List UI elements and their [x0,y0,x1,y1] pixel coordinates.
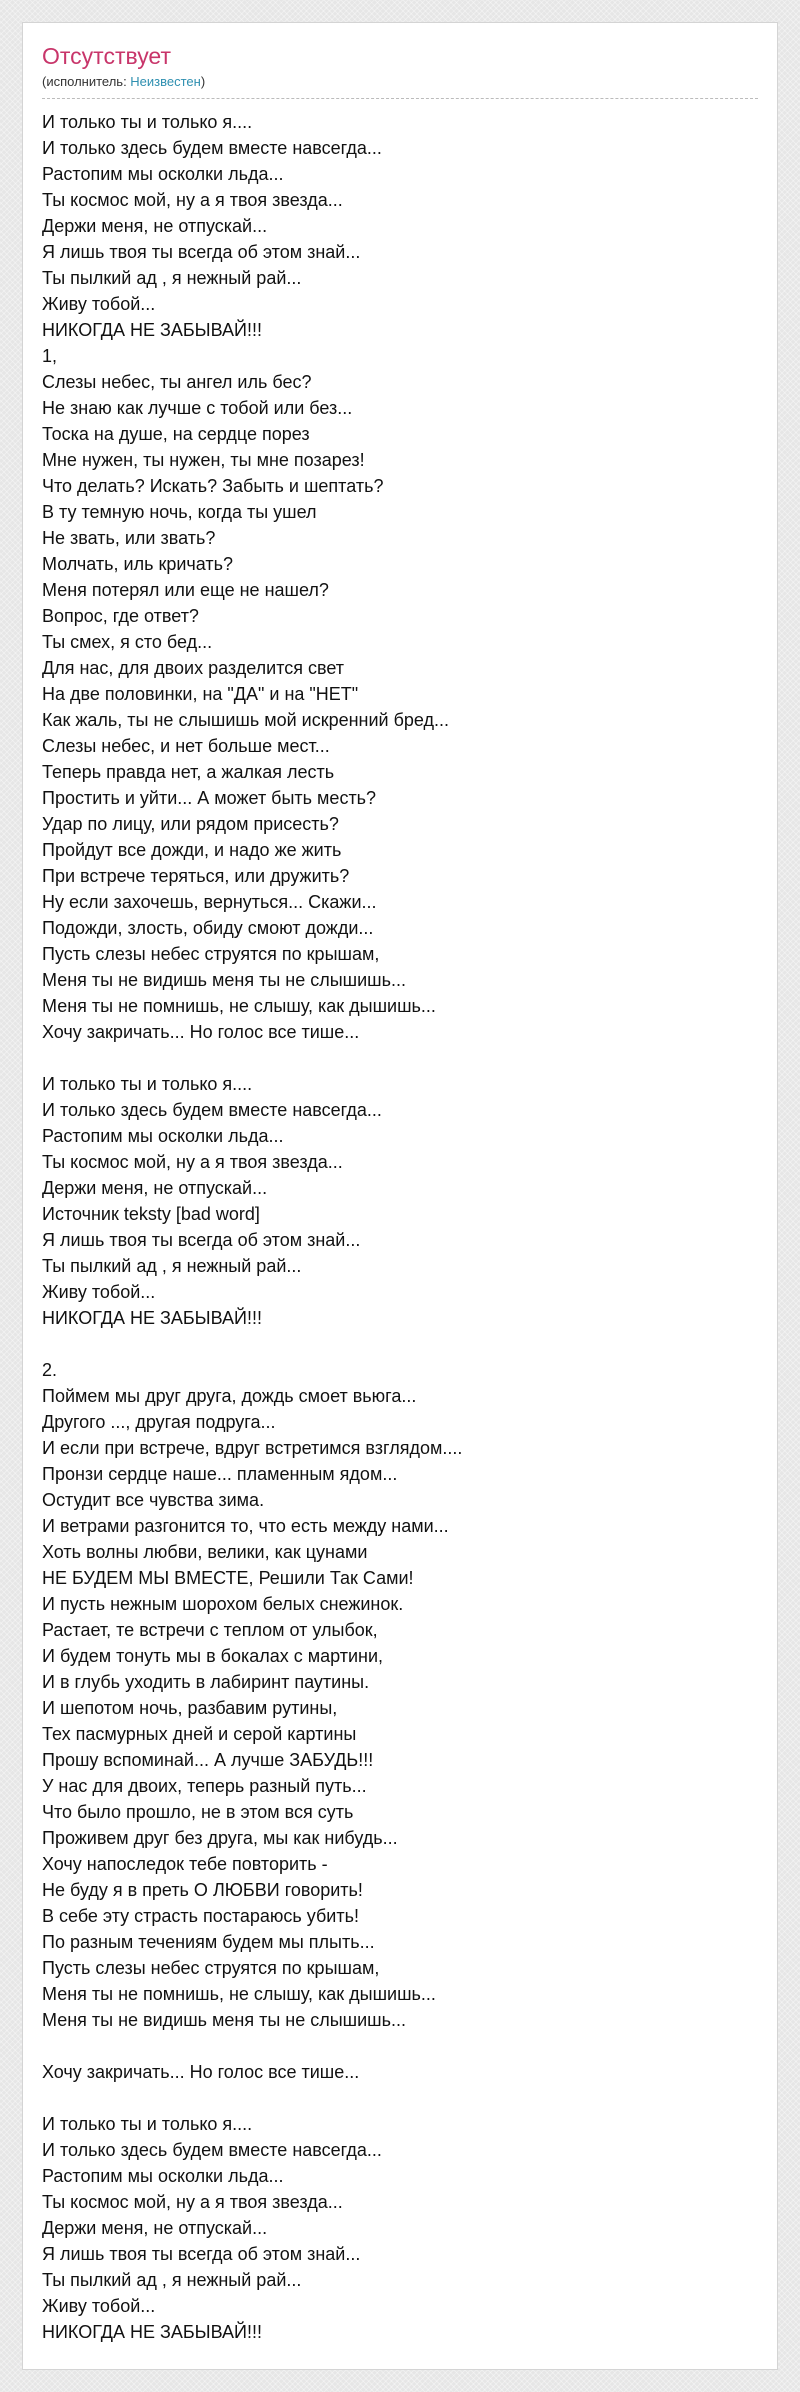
lyric-line: Меня ты не видишь меня ты не слышишь... [42,2010,406,2030]
lyric-line: И только здесь будем вместе навсегда... [42,2140,382,2160]
lyric-line: И только здесь будем вместе навсегда... [42,1100,382,1120]
lyric-line: 2. [42,1360,58,1380]
lyric-line: Хочу напоследок тебе повторить - [42,1854,328,1874]
lyrics-card [22,22,778,2370]
lyric-line: Ты космос мой, ну а я твоя звезда... [42,1152,343,1172]
lyric-line: Хоть волны любви, велики, как цунами [42,1542,368,1562]
lyric-line: Не знаю как лучше с тобой или без... [42,398,353,418]
lyric-line: И только здесь будем вместе навсегда... [42,138,382,158]
lyric-line: НЕ БУДЕМ МЫ ВМЕСТЕ, Решили Так Сами! [42,1568,414,1588]
lyric-line [42,1331,758,1357]
lyric-line: Ты космос мой, ну а я твоя звезда... [42,190,343,210]
artist-link[interactable]: Неизвестен [130,74,201,89]
lyric-line: По разным течениям будем мы плыть... [42,1932,375,1952]
lyric-line: Вопрос, где ответ? [42,606,199,626]
lyric-line: Другого ..., другая подруга... [42,1412,276,1432]
lyric-line: У нас для двоих, теперь разный путь... [42,1776,367,1796]
lyric-line: И только ты и только я.... [42,2114,253,2134]
lyric-line: И если при встрече, вдруг встретимся взглядом.... [42,1438,463,1458]
lyric-line: Что было прошло, не в этом вся суть [42,1802,354,1822]
lyric-line: Подожди, злость, обиду смоют дожди... [42,918,374,938]
lyric-line: И пусть нежным шорохом белых снежинок. [42,1594,404,1614]
lyric-line: Держи меня, не отпускай... [42,216,268,236]
lyric-line: Ты пылкий ад , я нежный рай... [42,268,302,288]
lyric-line: Держи меня, не отпускай... [42,2218,268,2238]
lyric-line: Ты пылкий ад , я нежный рай... [42,2270,302,2290]
lyric-line: Растопим мы осколки льда... [42,164,284,184]
lyric-line: Пронзи сердце наше... пламенным ядом... [42,1464,398,1484]
lyric-line: Молчать, иль кричать? [42,554,234,574]
lyric-line: Не звать, или звать? [42,528,216,548]
lyric-line: Слезы небес, ты ангел иль бес? [42,372,312,392]
lyric-line: НИКОГДА НЕ ЗАБЫВАЙ!!! [42,2322,262,2342]
lyric-line: Держи меня, не отпускай... [42,1178,268,1198]
artist-prefix: (исполнитель: [42,74,131,89]
lyric-line: В себе эту страсть постараюсь убить! [42,1906,359,1926]
lyric-line: 1, [42,346,58,366]
lyrics-text [42,109,758,2345]
lyric-line [42,2033,758,2059]
lyric-line: Удар по лицу, или рядом присесть? [42,814,339,834]
lyric-line: НИКОГДА НЕ ЗАБЫВАЙ!!! [42,320,262,340]
lyric-line: Пусть слезы небес струятся по крышам, [42,1958,380,1978]
lyric-line: Ты пылкий ад , я нежный рай... [42,1256,302,1276]
lyric-line: Источник teksty [bad word] [42,1204,260,1224]
lyric-line [42,2085,758,2111]
lyric-line: В ту темную ночь, когда ты ушел [42,502,317,522]
lyric-line: И шепотом ночь, разбавим рутины, [42,1698,338,1718]
lyric-line: Поймем мы друг друга, дождь смоет вьюга... [42,1386,417,1406]
lyric-line: Ты смех, я сто бед... [42,632,213,652]
lyric-line: НИКОГДА НЕ ЗАБЫВАЙ!!! [42,1308,262,1328]
lyric-line: Теперь правда нет, а жалкая лесть [42,762,335,782]
lyric-line: Живу тобой... [42,2296,156,2316]
lyric-line: Я лишь твоя ты всегда об этом знай... [42,242,361,262]
lyric-line: Прошу вспоминай... А лучше ЗАБУДЬ!!! [42,1750,374,1770]
lyric-line: Хочу закричать... Но голос все тише... [42,2062,360,2082]
lyric-line: Меня ты не помнишь, не слышу, как дышишь... [42,1984,436,2004]
lyric-line: Простить и уйти... А может быть месть? [42,788,377,808]
lyric-line: Для нас, для двоих разделится свет [42,658,345,678]
lyric-line: Хочу закричать... Но голос все тише... [42,1022,360,1042]
lyric-line: На две половинки, на "ДА" и на "НЕТ" [42,684,359,704]
lyric-line [42,1045,758,1071]
lyric-line: Что делать? Искать? Забыть и шептать? [42,476,384,496]
lyric-line: Ну если захочешь, вернуться... Скажи... [42,892,377,912]
lyric-line: Пусть слезы небес струятся по крышам, [42,944,380,964]
lyric-line: Слезы небес, и нет больше мест... [42,736,330,756]
lyric-line: Как жаль, ты не слышишь мой искренний бред... [42,710,450,730]
artist-suffix: ) [200,74,206,89]
lyric-line: Я лишь твоя ты всегда об этом знай... [42,2244,361,2264]
lyric-line: И ветрами разгонится то, что есть между нами... [42,1516,449,1536]
lyric-line: Живу тобой... [42,1282,156,1302]
lyric-line: Пройдут все дожди, и надо же жить [42,840,342,860]
lyric-line: Растает, те встречи с теплом от улыбок, [42,1620,378,1640]
lyric-line: Меня потерял или еще не нашел? [42,580,329,600]
lyric-line: Тех пасмурных дней и серой картины [42,1724,357,1744]
lyric-line: И только ты и только я.... [42,112,253,132]
lyric-line: Живу тобой... [42,294,156,314]
header-divider [42,98,758,99]
lyric-line: Я лишь твоя ты всегда об этом знай... [42,1230,361,1250]
song-title: Отсутствует [42,43,171,69]
lyric-line: Меня ты не видишь меня ты не слышишь... [42,970,406,990]
lyric-line: И только ты и только я.... [42,1074,253,1094]
lyric-line: При встрече теряться, или дружить? [42,866,350,886]
lyric-line: Мне нужен, ты нужен, ты мне позарез! [42,450,365,470]
lyric-line: Растопим мы осколки льда... [42,1126,284,1146]
lyric-line: Меня ты не помнишь, не слышу, как дышишь... [42,996,436,1016]
lyric-line: Проживем друг без друга, мы как нибудь... [42,1828,398,1848]
lyric-line: Тоска на душе, на сердце порез [42,424,310,444]
lyric-line: Остудит все чувства зима. [42,1490,265,1510]
lyric-line: И в глубь уходить в лабиринт паутины. [42,1672,370,1692]
lyric-line: Не буду я в преть О ЛЮБВИ говорить! [42,1880,363,1900]
lyric-line: Ты космос мой, ну а я твоя звезда... [42,2192,343,2212]
lyric-line: Растопим мы осколки льда... [42,2166,284,2186]
lyric-line: И будем тонуть мы в бокалах с мартини, [42,1646,384,1666]
artist-line [42,73,758,91]
